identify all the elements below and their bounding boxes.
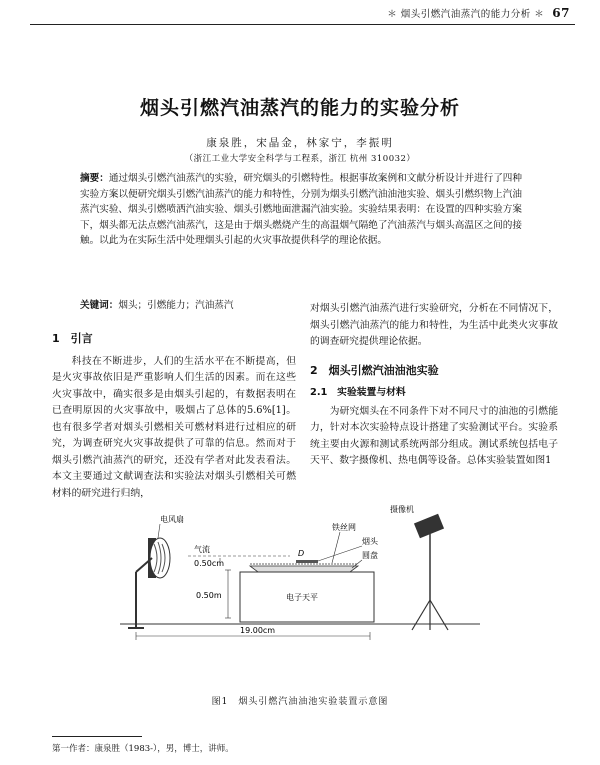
d-label: D [298,549,305,558]
abstract-label: 摘要： [80,173,109,184]
section-2-heading: 2 烟头引燃汽油油池实验 [310,363,439,377]
footnote-rule [52,736,142,737]
cigarette-label: 烟头 [362,537,378,546]
figure-1-diagram [100,500,500,690]
section-1-paragraph: 科技在不断进步，人们的生活水平在不断提高，但是火灾事故依旧是严重影响人们生活的因素。而在这些火灾事故中，确实很多是由烟头引起的，有数据表明在已查明原因的火灾事故中，吸烟占了总体的5.6%[1]。也有很多学者对烟头引燃相关可燃材料进行过相应的研究，为调查研究火灾事故提供了可靠的信息。然而对于烟头引燃汽油蒸汽的研究，还没有学者对此发表看法。本文主要通过文献调查法和实验法对烟头引燃相关可燃材料的研究进行归纳， [52,355,296,499]
page-number: 67 [552,6,570,20]
header-rule [30,24,575,25]
authors: 康泉胜，宋晶金，林家宁，李振明 [206,137,394,149]
left-column [52,323,296,502]
section-1-heading: 1 引言 [52,332,93,345]
height-large-label: 0.50m [196,591,222,600]
running-header [387,6,570,20]
affiliation: （浙江工业大学安全科学与工程系，浙江 杭州 310032） [184,154,416,164]
abstract [80,171,522,249]
height-small-label: 0.50cm [194,559,225,568]
keywords-text: 烟头；引燃能力；汽油蒸汽 [118,300,234,311]
camera-tripod [412,514,448,630]
paper-title: 烟头引燃汽油蒸汽的能力的实验分析 [139,97,460,119]
distance-label: 19.00cm [240,626,276,635]
running-title: ＊ 烟头引燃汽油蒸汽的能力分析 ＊ [387,9,545,20]
right-column [310,301,558,470]
continuation-paragraph: 对烟头引燃汽油蒸汽进行实验研究，分析在不同情况下，烟头引燃汽油蒸汽的能力和特性，为生活中此类火灾事故的调查研究提供理论依据。 [310,303,558,347]
section-2-1-paragraph: 为研究烟头在不同条件下对不同尺寸的油池的引燃能力，针对本次实验特点设计搭建了实验测试平台。实验系统主要由火源和测试系统两部分组成。测试系统包括电子天平、数字摄像机、热电偶等设备。总体实验装置如图1 [310,405,558,466]
keywords [80,297,234,311]
dish-label: 圆盘 [362,551,378,560]
camera-label: 摄像机 [390,505,414,514]
mesh-label: 铁丝网 [332,523,356,532]
subsection-2-1-heading: 2.1 实验装置与材料 [310,387,406,398]
abstract-text: 通过烟头引燃汽油蒸汽的实验，研究烟头的引燃特性。根据事故案例和文献分析设计并进行了四种实验方案以便研究烟头引燃汽油蒸汽的能力和特性，分别为烟头引燃汽油油池实验、烟头引燃织物上汽油蒸汽实验、烟头引燃喷洒汽油实验、烟头引燃地面泄漏汽油实验。实验结果表明：在设置的四种实验方案下，烟头都无法点燃汽油蒸汽，这是由于烟头燃烧产生的高温烟气隔绝了汽油蒸汽与烟头高温区之间的接触。以此为在实际生活中处理烟头引起的火灾事故提供科学的理论依据。 [80,173,522,246]
airflow-label: 气流 [194,545,210,554]
dish-and-mesh [250,560,358,572]
figure-1-caption: 图1 烟头引燃汽油油池实验装置示意图 [211,697,389,707]
fan-illustration [128,538,170,628]
keywords-label: 关键词： [80,300,119,311]
fan-label: 电风扇 [160,515,184,524]
balance-label: 电子天平 [286,593,318,602]
footnote: 第一作者：康泉胜（1983-），男，博士，讲师。 [52,744,234,754]
